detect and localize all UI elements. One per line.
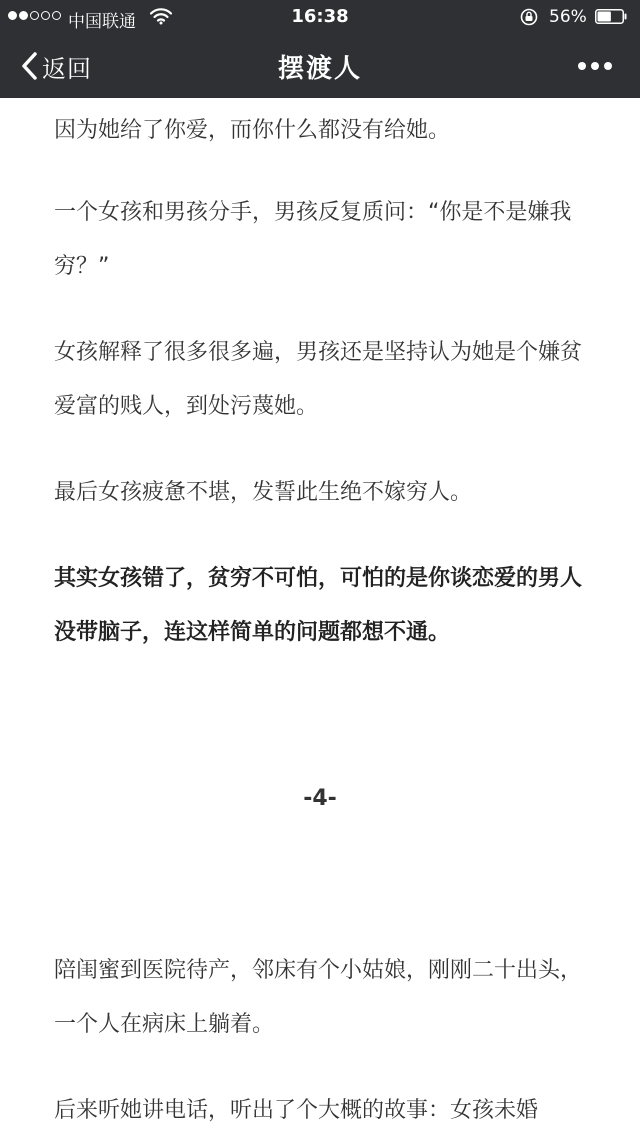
article-paragraph: 一个女孩和男孩分手，男孩反复质问：“你是不是嫌我穷？”: [54, 200, 572, 279]
carrier-name: 中国联通: [68, 12, 136, 32]
article-paragraph: 因为她给了你爱，而你什么都没有给她。: [54, 118, 451, 143]
more-dot: [591, 62, 599, 70]
nav-bar: [0, 34, 640, 98]
back-label: 返回: [42, 54, 92, 83]
article-paragraph: 最后女孩疲惫不堪，发誓此生绝不嫁穷人。: [54, 480, 473, 505]
status-bar: [0, 0, 640, 34]
battery-percent: 56%: [549, 7, 587, 27]
section-number: -4-: [303, 786, 337, 811]
article-paragraph: 后来听她讲电话，听出了个大概的故事：女孩未婚: [54, 1098, 539, 1123]
more-dot: [578, 62, 586, 70]
top-bar: [0, 0, 640, 98]
clock: 16:38: [291, 6, 349, 27]
more-button[interactable]: [570, 54, 620, 78]
page-title: 摆渡人: [277, 54, 362, 84]
rotation-lock-icon: [520, 8, 538, 26]
article-paragraph: 女孩解释了很多很多遍，男孩还是坚持认为她是个嫌贫爱富的贱人，到处污蔑她。: [54, 340, 583, 419]
battery-icon: [595, 9, 627, 24]
more-dot: [604, 62, 612, 70]
article-paragraph-bold: 其实女孩错了，贫穷不可怕，可怕的是你谈恋爱的男人没带脑子，连这样简单的问题都想不通。: [54, 566, 583, 645]
article-paragraph: 陪闺蜜到医院待产，邻床有个小姑娘，刚刚二十出头，一个人在病床上躺着。: [54, 958, 583, 1037]
